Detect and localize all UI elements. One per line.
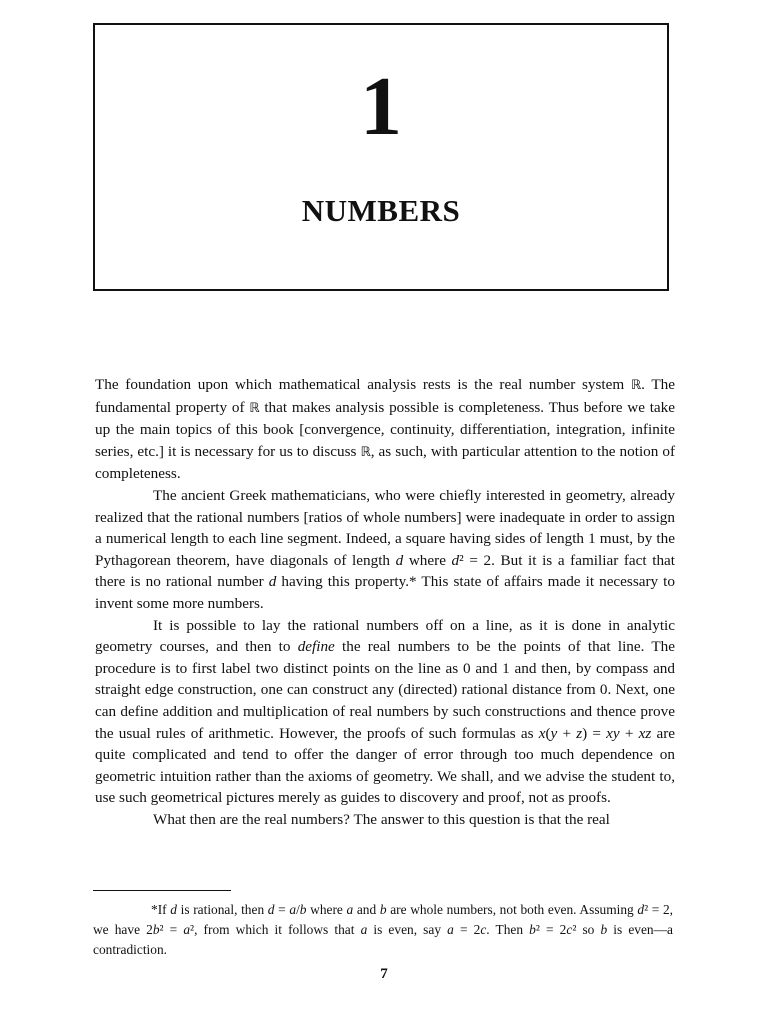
body-text: [95, 374, 675, 830]
chapter-number: 1: [360, 60, 402, 153]
paragraph-4: What then are the real numbers? The answer to this question is that the real: [153, 810, 610, 828]
page-number: 7: [380, 966, 388, 982]
footnote-divider: [93, 890, 231, 891]
chapter-heading-box: [93, 23, 669, 291]
paragraph-1: The foundation upon which mathematical analysis rests is the real number system ℝ. The fundamental property of ℝ that makes analysis possible is completeness. Thus before we take up the main topics of this book [convergence, continuity, differentiation, integration, infinite series, etc.] it is necessary for us to discuss ℝ, as such, with particular attention to the notion of completeness.: [95, 376, 676, 483]
paragraph-2: The ancient Greek mathematicians, who were chiefly interested in geometry, already realized that the rational numbers [ratios of whole numbers] were inadequate in order to assign a numerical length to each line segment. Indeed, a square having sides of length 1 must, by the Pythagorean theorem, have diagonals of length d where d² = 2. But it is a familiar fact that there is no rational number d having this property.* This state of affairs made it necessary to invent some more numbers.: [95, 486, 676, 612]
footnote: *If d is rational, then d = a/b where a and b are whole numbers, not both even. Assuming d² = 2, we have 2b² = a², from which it follows that a is even, say a = 2c. Then b² = 2c² so b is even—a contradiction.: [93, 902, 674, 957]
paragraph-3: It is possible to lay the rational numbers off on a line, as it is done in analytic geometry courses, and then to define the real numbers to be the points of that line. The procedure is to first label two distinct points on the line as 0 and 1 and then, by compass and straight edge construction, one can construct any (directed) rational distance from 0. Next, one can define addition and multiplication of real numbers by such constructions and thence prove the usual rules of arithmetic. However, the proofs of such formulas as x(y + z) = xy + xz are quite complicated and tend to offer the danger of error through too much dependence on geometric intuition rather than the axioms of geometry. We shall, and we advise the student to, use such geometrical pictures merely as guides to discovery and proof, not as proofs.: [95, 616, 675, 807]
chapter-title: NUMBERS: [301, 193, 461, 228]
